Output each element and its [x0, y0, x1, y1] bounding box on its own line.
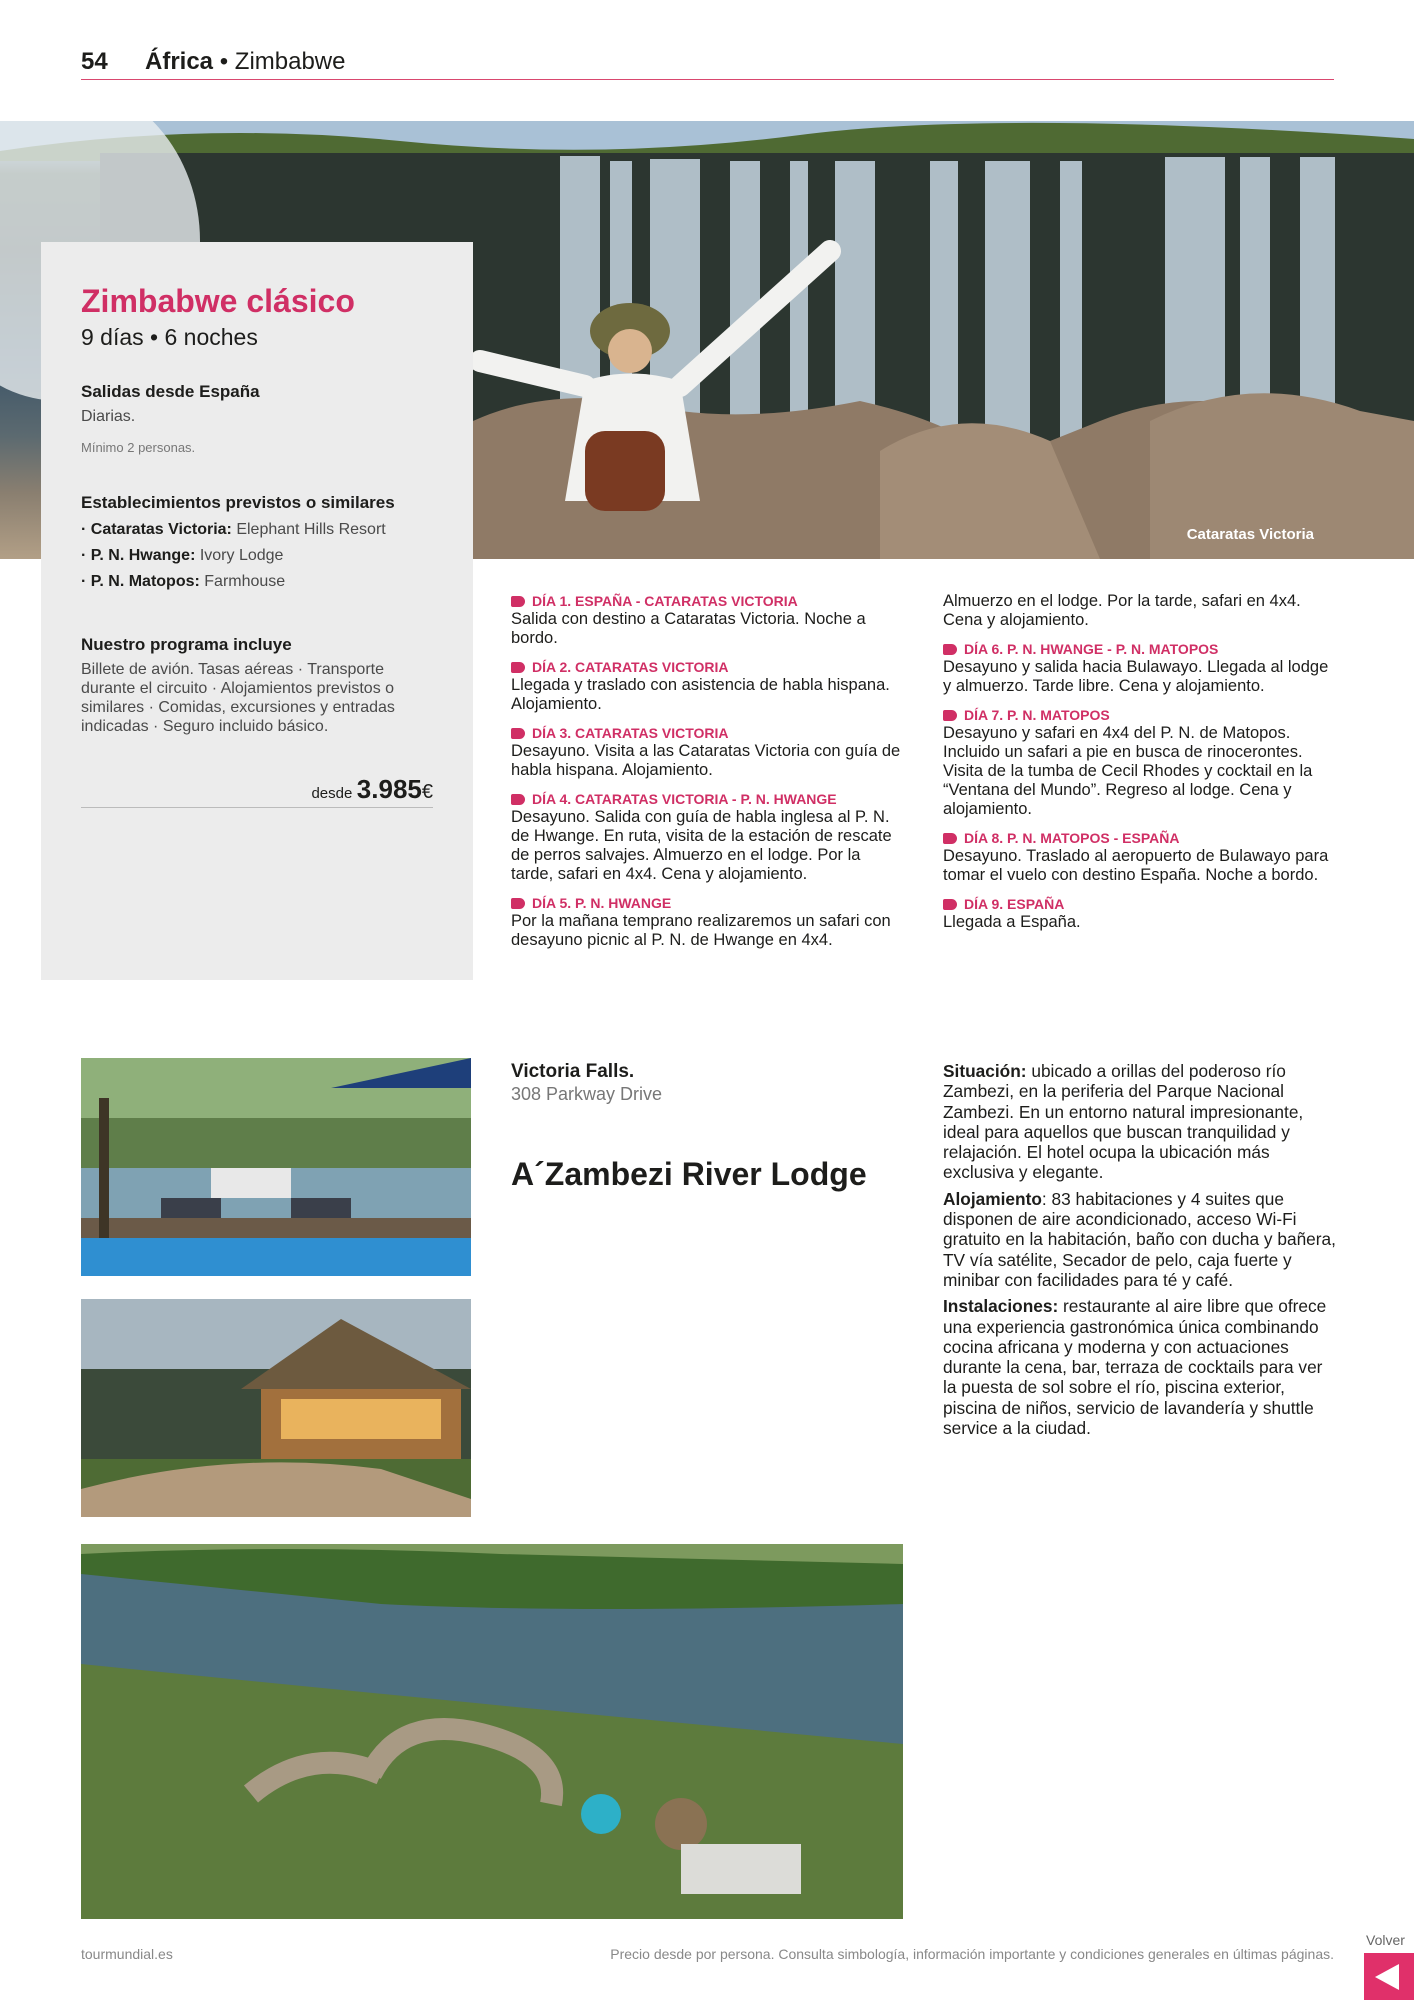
hotel-place: · P. N. Matopos: — [81, 573, 200, 590]
itinerary-day — [943, 895, 1335, 932]
hotel-situation — [943, 1061, 1338, 1183]
day-text: Desayuno y salida hacia Bulawayo. Llegada al lodge y almuerzo. Tarde libre. Cena y alojamiento. — [943, 658, 1329, 695]
hotel-name: Farmhouse — [199, 573, 286, 590]
list-item — [81, 517, 433, 543]
minimum-persons: Mínimo 2 personas. — [81, 440, 196, 455]
hotel-address: 308 Parkway Drive — [511, 1084, 663, 1104]
hotel-accommodation — [943, 1189, 1338, 1290]
facilities-label: Instalaciones: — [943, 1296, 1059, 1317]
hotel-name: Elephant Hills Resort — [231, 521, 386, 538]
itinerary-day — [943, 640, 1335, 696]
accommodation-text: : 83 habitaciones y 4 suites que disponen de aire acondicionado, acceso Wi-Fi gratuito en la habitación, baño con ducha y bañera, TV vía satélite, Secador de pelo, caja fuerte y minibar con facilidades para té y café. — [943, 1188, 1336, 1290]
includes-heading: Nuestro programa incluye — [81, 635, 292, 654]
day-title: DÍA 4. CATARATAS VICTORIA - P. N. HWANGE — [532, 791, 837, 807]
day-marker-icon — [511, 898, 525, 909]
itinerary-day — [943, 829, 1335, 885]
hotel-place: · Cataratas Victoria: — [81, 521, 232, 538]
day-title: DÍA 7. P. N. MATOPOS — [964, 707, 1110, 723]
list-item — [81, 569, 433, 595]
itinerary-column-1 — [511, 592, 903, 960]
day-title: DÍA 6. P. N. HWANGE - P. N. MATOPOS — [964, 641, 1219, 657]
departures-value: Diarias. — [81, 408, 136, 425]
day-text: Salida con destino a Cataratas Victoria. Noche a bordo. — [511, 610, 866, 647]
hotels-heading: Establecimientos previstos o similares — [81, 493, 395, 512]
departures-heading: Salidas desde España — [81, 382, 260, 401]
price-currency: € — [421, 781, 433, 803]
hotel-name-title: A´Zambezi River Lodge — [511, 1156, 867, 1192]
day-marker-icon — [511, 794, 525, 805]
itinerary-day-continuation — [943, 592, 1335, 630]
hotel-photo-restaurant — [81, 1299, 471, 1517]
day-text: Desayuno. Traslado al aeropuerto de Bulawayo para tomar el vuelo con destino España. Noche a bordo. — [943, 847, 1329, 884]
hotel-photo-aerial — [81, 1544, 903, 1919]
footer-website: tourmundial.es — [81, 1946, 173, 1962]
day-marker-icon — [511, 596, 525, 607]
facilities-text: restaurante al aire libre que ofrece una experiencia gastronómica única combinando cocina africana y moderna y con actuaciones durante la cena, bar, terraza de cocktails para ver la puesta de sol sobre el río, piscina exterior, piscina de niños, servicio de lavandería y shuttle service a la ciudad. — [943, 1296, 1327, 1439]
day-title: DÍA 3. CATARATAS VICTORIA — [532, 725, 729, 741]
day-text: Llegada y traslado con asistencia de habla hispana. Alojamiento. — [511, 676, 890, 713]
day-text: Desayuno. Salida con guía de habla inglesa al P. N. de Hwange. En ruta, visita de la estación de rescate de perros salvajes. Almuerzo en el lodge. Por la tarde, safari en 4x4. Cena y alojamiento. — [511, 808, 892, 883]
hotels-list — [81, 517, 433, 595]
itinerary-day — [511, 790, 903, 884]
day-marker-icon — [943, 710, 957, 721]
list-item — [81, 543, 433, 569]
day-text: Desayuno. Visita a las Cataratas Victoria con guía de habla hispana. Alojamiento. — [511, 742, 901, 779]
day-text: Almuerzo en el lodge. Por la tarde, safari en 4x4. Cena y alojamiento. — [943, 592, 1301, 629]
section-title — [145, 48, 346, 76]
price-amount: 3.985 — [356, 774, 422, 804]
hotel-facilities — [943, 1296, 1338, 1438]
hero-caption: Cataratas Victoria — [1186, 526, 1314, 543]
region-label: África — [145, 48, 214, 75]
back-label: Volver — [1366, 1932, 1405, 1948]
back-button[interactable] — [1364, 1953, 1414, 2000]
itinerary-day — [943, 706, 1335, 819]
itinerary-day — [511, 592, 903, 648]
hotel-place: · P. N. Hwange: — [81, 547, 196, 564]
price — [81, 774, 433, 808]
footer-disclaimer: Precio desde por persona. Consulta simbología, información importante y condiciones generales en últimas páginas. — [610, 1946, 1334, 1962]
accommodation-label: Alojamiento — [943, 1188, 1042, 1209]
day-marker-icon — [943, 899, 957, 910]
itinerary-day — [511, 658, 903, 714]
price-from-label: desde — [311, 785, 353, 802]
day-title: DÍA 1. ESPAÑA - CATARATAS VICTORIA — [532, 593, 798, 609]
page-header — [81, 48, 1334, 80]
trip-title: Zimbabwe clásico — [81, 283, 355, 319]
day-marker-icon — [943, 833, 957, 844]
trip-info-card — [41, 242, 473, 980]
hotel-city: Victoria Falls. — [511, 1061, 635, 1082]
day-text: Llegada a España. — [943, 913, 1081, 931]
trip-duration: 9 días • 6 noches — [81, 324, 258, 350]
day-text: Por la mañana temprano realizaremos un safari con desayuno picnic al P. N. de Hwange en 4x4. — [511, 912, 891, 949]
hotel-location — [511, 1061, 662, 1105]
page-number: 54 — [81, 48, 108, 75]
separator: • — [219, 48, 229, 75]
day-marker-icon — [943, 644, 957, 655]
hotel-name: Ivory Lodge — [195, 547, 284, 564]
day-title: DÍA 9. ESPAÑA — [964, 896, 1065, 912]
day-title: DÍA 5. P. N. HWANGE — [532, 895, 672, 911]
country-label: Zimbabwe — [234, 48, 346, 75]
itinerary-day — [511, 724, 903, 780]
itinerary-column-2 — [943, 592, 1335, 942]
day-text: Desayuno y safari en 4x4 del P. N. de Matopos. Incluido un safari a pie en busca de rinocerontes. Visita de la tumba de Cecil Rhodes y cocktail en la “Ventana del Mundo”. Regreso al lodge. Cena y alojamiento. — [943, 724, 1313, 818]
includes-text: Billete de avión. Tasas aéreas · Transporte durante el circuito · Alojamientos previstos o similares · Comidas, excursiones y entradas indicadas · Seguro incluido básico. — [81, 661, 395, 735]
day-title: DÍA 2. CATARATAS VICTORIA — [532, 659, 729, 675]
day-marker-icon — [511, 728, 525, 739]
day-title: DÍA 8. P. N. MATOPOS - ESPAÑA — [964, 830, 1180, 846]
hotel-description — [943, 1061, 1338, 1444]
hotel-photo-pool — [81, 1058, 471, 1276]
situation-label: Situación: — [943, 1061, 1027, 1081]
situation-text: ubicado a orillas del poderoso río Zambezi, en la periferia del Parque Nacional Zambezi. En un entorno natural impresionante, ideal para aquellos que buscan tranquilidad y relajación. El hotel ocupa la ubicación más exclusiva y elegante. — [943, 1061, 1304, 1183]
itinerary-day — [511, 894, 903, 950]
back-arrow-icon — [1375, 1964, 1399, 1990]
day-marker-icon — [511, 662, 525, 673]
